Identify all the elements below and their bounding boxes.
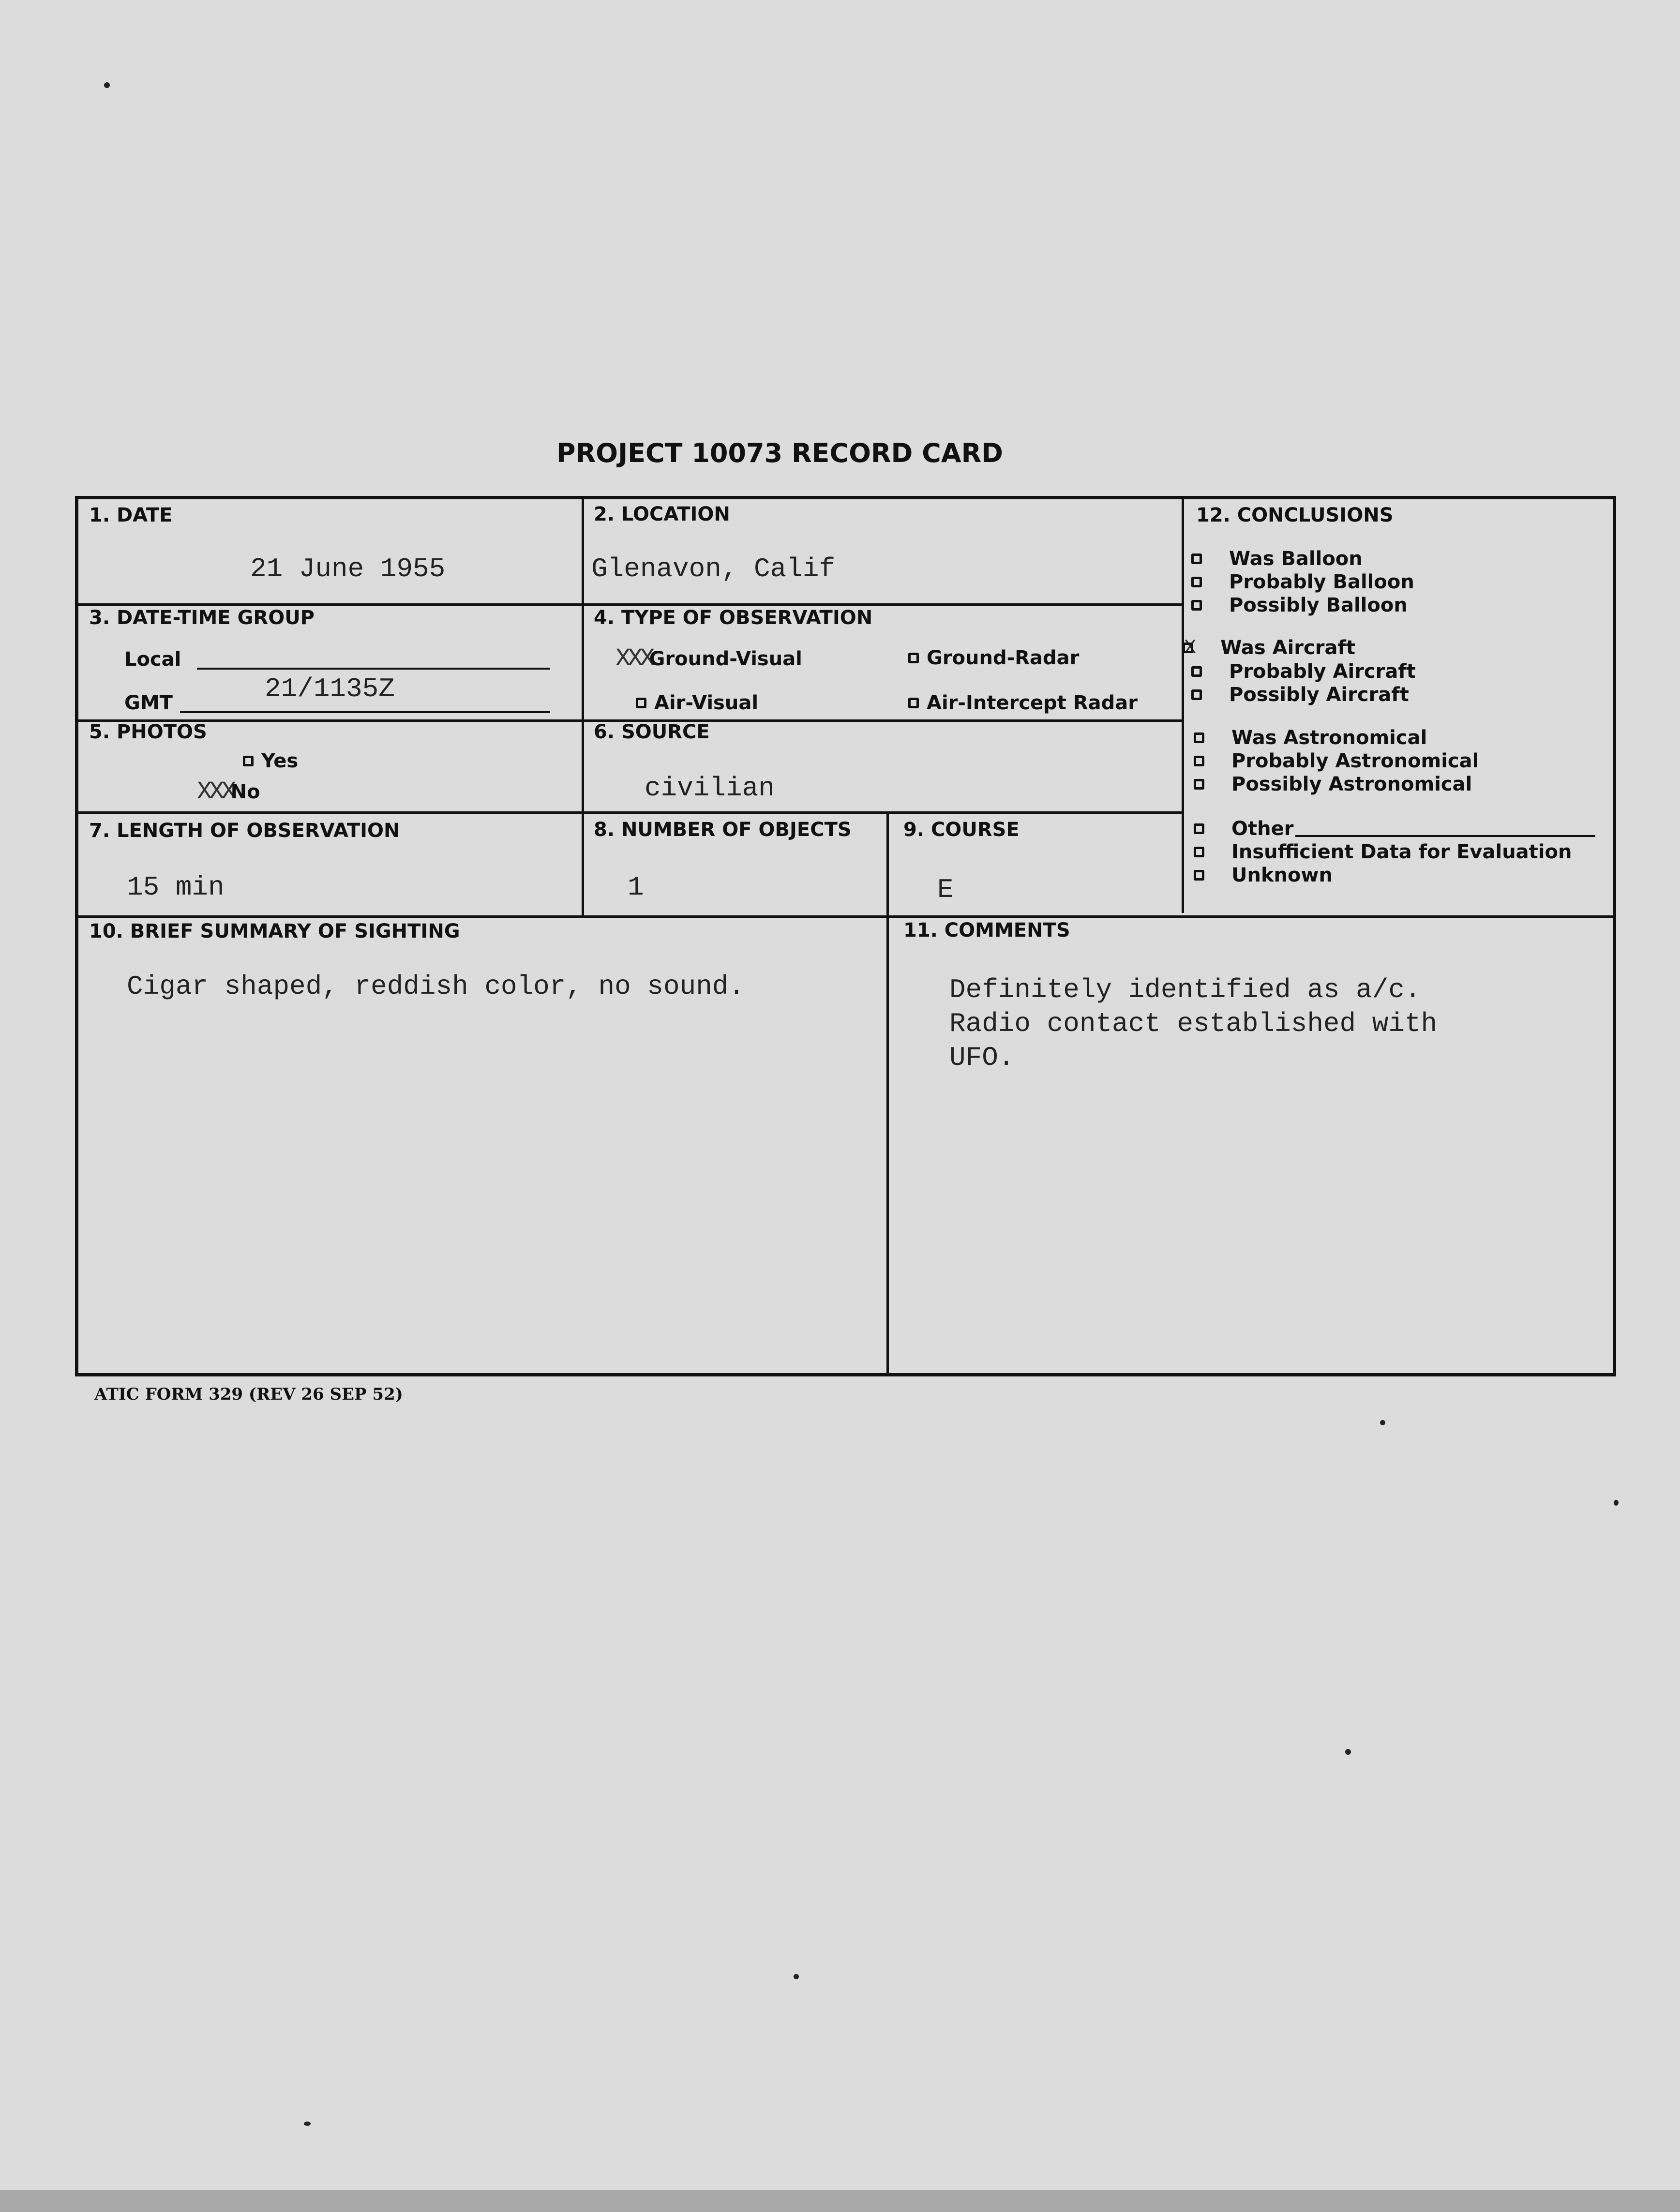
- scan-speck: [304, 2122, 311, 2126]
- conclusion-item: [1191, 684, 1409, 706]
- conclusion-checkbox: [1183, 643, 1193, 653]
- conclusion-checkbox: [1191, 600, 1202, 611]
- scan-edge: [0, 2190, 1680, 2212]
- conclusion-checkbox: [1191, 553, 1202, 564]
- comments-label: 11. COMMENTS: [903, 919, 1070, 942]
- conclusion-label: Probably Balloon: [1229, 571, 1414, 593]
- dtg-local-label: Local: [124, 648, 181, 671]
- conclusion-item: [1194, 841, 1572, 863]
- dtg-label: 3. DATE-TIME GROUP: [89, 607, 315, 629]
- observation-label: 4. TYPE OF OBSERVATION: [594, 607, 873, 629]
- date-label: 1. DATE: [89, 504, 173, 526]
- dtg-local-line: [197, 648, 550, 670]
- scan-speck: [1345, 1749, 1351, 1755]
- comments-line: Radio contact established with: [949, 1008, 1438, 1039]
- photos-yes-option: [243, 750, 298, 772]
- location-label: 2. LOCATION: [594, 503, 730, 525]
- conclusion-checkbox: [1194, 870, 1204, 881]
- conclusion-checkbox: [1191, 577, 1202, 587]
- card-title: PROJECT 10073 RECORD CARD: [556, 438, 1004, 468]
- air-visual-checkbox: [636, 698, 646, 708]
- conclusion-item: [1194, 818, 1595, 840]
- conclusion-checkbox: [1194, 779, 1204, 790]
- conclusion-item-checked: [1184, 636, 1355, 659]
- conclusion-label: Insufficient Data for Evaluation: [1231, 841, 1572, 863]
- comments-line: UFO.: [949, 1042, 1015, 1073]
- grid-line: [886, 811, 889, 1375]
- photos-yes-label: Yes: [261, 750, 299, 772]
- conclusion-item: [1194, 864, 1333, 886]
- conclusion-label: Was Astronomical: [1231, 727, 1427, 749]
- conclusion-item: [1194, 727, 1427, 749]
- conclusion-label: Possibly Balloon: [1229, 594, 1408, 616]
- summary-label: 10. BRIEF SUMMARY OF SIGHTING: [89, 920, 460, 942]
- course-value: E: [937, 874, 954, 905]
- conclusion-label: Probably Aircraft: [1229, 660, 1416, 683]
- conclusion-checkbox: [1191, 666, 1202, 677]
- ground-radar-option: [908, 647, 1079, 669]
- grid-line: [78, 603, 1182, 606]
- conclusion-item: [1191, 660, 1416, 683]
- conclusion-item: [1194, 750, 1479, 772]
- ground-visual-option: [615, 644, 802, 673]
- conclusion-checkbox: [1191, 689, 1202, 700]
- air-intercept-option: [908, 692, 1138, 714]
- ground-visual-label: Ground-Visual: [649, 647, 802, 670]
- conclusion-item: [1191, 571, 1414, 593]
- grid-line: [78, 915, 1615, 918]
- ground-radar-label: Ground-Radar: [927, 647, 1080, 669]
- conclusion-checkbox: [1194, 756, 1204, 766]
- photos-no-option: [197, 777, 260, 806]
- scan-speck: [104, 82, 110, 88]
- source-value: civilian: [645, 773, 775, 804]
- conclusion-checkbox: [1194, 823, 1204, 834]
- ground-radar-checkbox: [908, 653, 919, 663]
- conclusion-item: [1191, 548, 1363, 570]
- photos-no-label: No: [230, 780, 260, 803]
- conclusion-label: Possibly Astronomical: [1231, 773, 1472, 795]
- source-label: 6. SOURCE: [594, 721, 710, 743]
- photos-yes-checkbox: [243, 756, 254, 766]
- date-value: 21 June 1955: [250, 553, 446, 584]
- course-label: 9. COURSE: [903, 819, 1020, 841]
- air-intercept-label: Air-Intercept Radar: [927, 692, 1138, 714]
- grid-line: [1182, 499, 1184, 913]
- conclusion-label: Possibly Aircraft: [1229, 684, 1409, 706]
- record-card: [75, 496, 1616, 1376]
- photos-label: 5. PHOTOS: [89, 721, 207, 743]
- conclusion-label: Unknown: [1231, 864, 1333, 886]
- conclusions-label: 12. CONCLUSIONS: [1196, 504, 1394, 526]
- length-label: 7. LENGTH OF OBSERVATION: [89, 820, 400, 842]
- conclusion-label: Other: [1231, 818, 1294, 840]
- dtg-gmt-value: 21/1135Z: [265, 673, 395, 704]
- scan-speck: [1380, 1420, 1385, 1425]
- conclusion-checkbox: [1194, 847, 1204, 857]
- scan-speck: [794, 1974, 799, 1979]
- objects-value: 1: [628, 872, 644, 903]
- other-line: [1295, 821, 1595, 837]
- grid-line: [582, 499, 584, 915]
- air-intercept-checkbox: [908, 698, 919, 708]
- photos-no-mark: XXX: [197, 777, 234, 806]
- air-visual-option: [636, 692, 758, 714]
- conclusion-checkbox: [1194, 732, 1204, 743]
- dtg-gmt-label: GMT: [124, 692, 173, 714]
- comments-line: Definitely identified as a/c.: [949, 974, 1421, 1005]
- conclusion-item: [1194, 773, 1472, 795]
- ground-visual-mark: XXX: [615, 644, 652, 673]
- conclusion-label: Was Aircraft: [1220, 637, 1355, 659]
- conclusion-item: [1191, 594, 1408, 616]
- grid-line: [78, 811, 1182, 814]
- scan-speck: [1614, 1500, 1619, 1506]
- form-footer: ATIC FORM 329 (REV 26 SEP 52): [94, 1385, 403, 1404]
- conclusion-label: Probably Astronomical: [1231, 750, 1479, 772]
- conclusion-label: Was Balloon: [1229, 548, 1363, 570]
- length-value: 15 min: [127, 872, 225, 903]
- objects-label: 8. NUMBER OF OBJECTS: [594, 819, 852, 841]
- location-value: Glenavon, Calif: [591, 553, 836, 584]
- air-visual-label: Air-Visual: [654, 692, 759, 714]
- summary-value: Cigar shaped, reddish color, no sound.: [127, 971, 745, 1002]
- conclusion-mark: X: [1184, 636, 1194, 659]
